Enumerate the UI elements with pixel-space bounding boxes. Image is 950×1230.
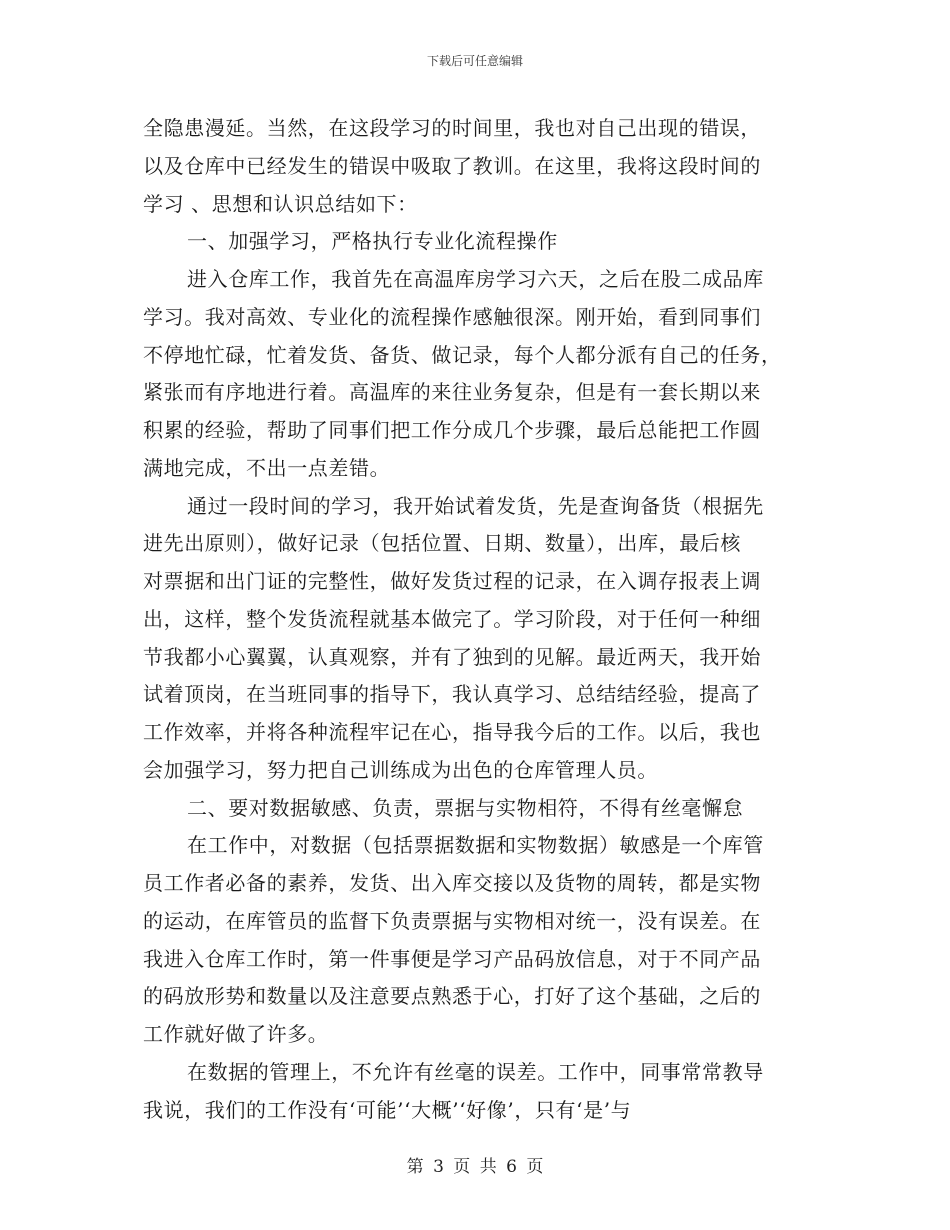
text-line: 我说，我们的工作没有‘可能’‘大概’‘好像’，只有‘是’与 bbox=[143, 1097, 632, 1122]
text-line: 试着顶岗，在当班同事的指导下，我认真学习、总结结经验，提高了 bbox=[143, 682, 761, 707]
text-line: 我进入仓库工作时，第一件事便是学习产品码放信息，对于不同产品 bbox=[143, 946, 761, 971]
text-line: 全隐患漫延。当然，在这段学习的时间里，我也对自己出现的错误， bbox=[143, 116, 761, 140]
text-line: 积累的经验，帮助了同事们把工作分成几个步骤，最后总能把工作圆 bbox=[143, 418, 761, 442]
text-line: 紧张而有序地进行着。高温库的来往业务复杂，但是有一套长期以来 bbox=[143, 380, 761, 405]
section-heading: 二、要对数据敏感、负责，票据与实物相符，不得有丝毫懈怠 bbox=[187, 795, 744, 820]
document-body bbox=[143, 110, 803, 1129]
text-line: 满地完成，不出一点差错。 bbox=[143, 455, 391, 480]
paragraph-start-line: 在工作中，对数据（包括票据数据和实物数据）敏感是一个库管 bbox=[187, 833, 764, 858]
paragraph-start-line: 在数据的管理上，不允许有丝毫的误差。工作中，同事常常教导 bbox=[187, 1059, 764, 1084]
text-line: 的码放形势和数量以及注意要点熟悉于心，打好了这个基础，之后的 bbox=[143, 984, 761, 1009]
page-header: 下载后可任意编辑 bbox=[426, 54, 523, 68]
text-line: 工作就好做了许多。 bbox=[143, 1022, 329, 1046]
text-line: 节我都小心翼翼，认真观察，并有了独到的见解。最近两天，我开始 bbox=[143, 644, 761, 669]
paragraph-start-line: 进入仓库工作，我首先在高温库房学习六天，之后在股二成品库 bbox=[187, 267, 764, 291]
text-line: 会加强学习，努力把自己训练成为出色的仓库管理人员。 bbox=[143, 757, 658, 782]
page-number-footer: 第 3 页 共 6 页 bbox=[406, 1157, 544, 1177]
text-line: 出，这样，整个发货流程就基本做完了。学习阶段，对于任何一种细 bbox=[143, 606, 761, 631]
text-line: 工作效率，并将各种流程牢记在心，指导我今后的工作。以后，我也 bbox=[143, 720, 761, 744]
text-line: 员工作者必备的素养，发货、出入库交接以及货物的周转，都是实物 bbox=[143, 871, 761, 895]
text-line: 进先出原则），做好记录（包括位置、日期、数量），出库，最后核 bbox=[143, 531, 741, 556]
section-heading: 一、加强学习，严格执行专业化流程操作 bbox=[187, 229, 558, 254]
paragraph-start-line: 通过一段时间的学习，我开始试着发货，先是查询备货（根据先 bbox=[187, 493, 764, 518]
text-line: 不停地忙碌，忙着发货、备货、做记录，每个人都分派有自己的任务， bbox=[143, 342, 782, 367]
text-line: 以及仓库中已经发生的错误中吸取了教训。在这里，我将这段时间的 bbox=[143, 153, 761, 178]
text-line: 学习 、思想和认识总结如下： bbox=[143, 191, 418, 216]
text-line: 学习。我对高效、专业化的流程操作感触很深。刚开始，看到同事们 bbox=[143, 304, 761, 329]
text-line: 对票据和出门证的完整性，做好发货过程的记录，在入调存报表上调 bbox=[143, 569, 761, 593]
text-line: 的运动，在库管员的监督下负责票据与实物相对统一，没有误差。在 bbox=[143, 908, 761, 933]
